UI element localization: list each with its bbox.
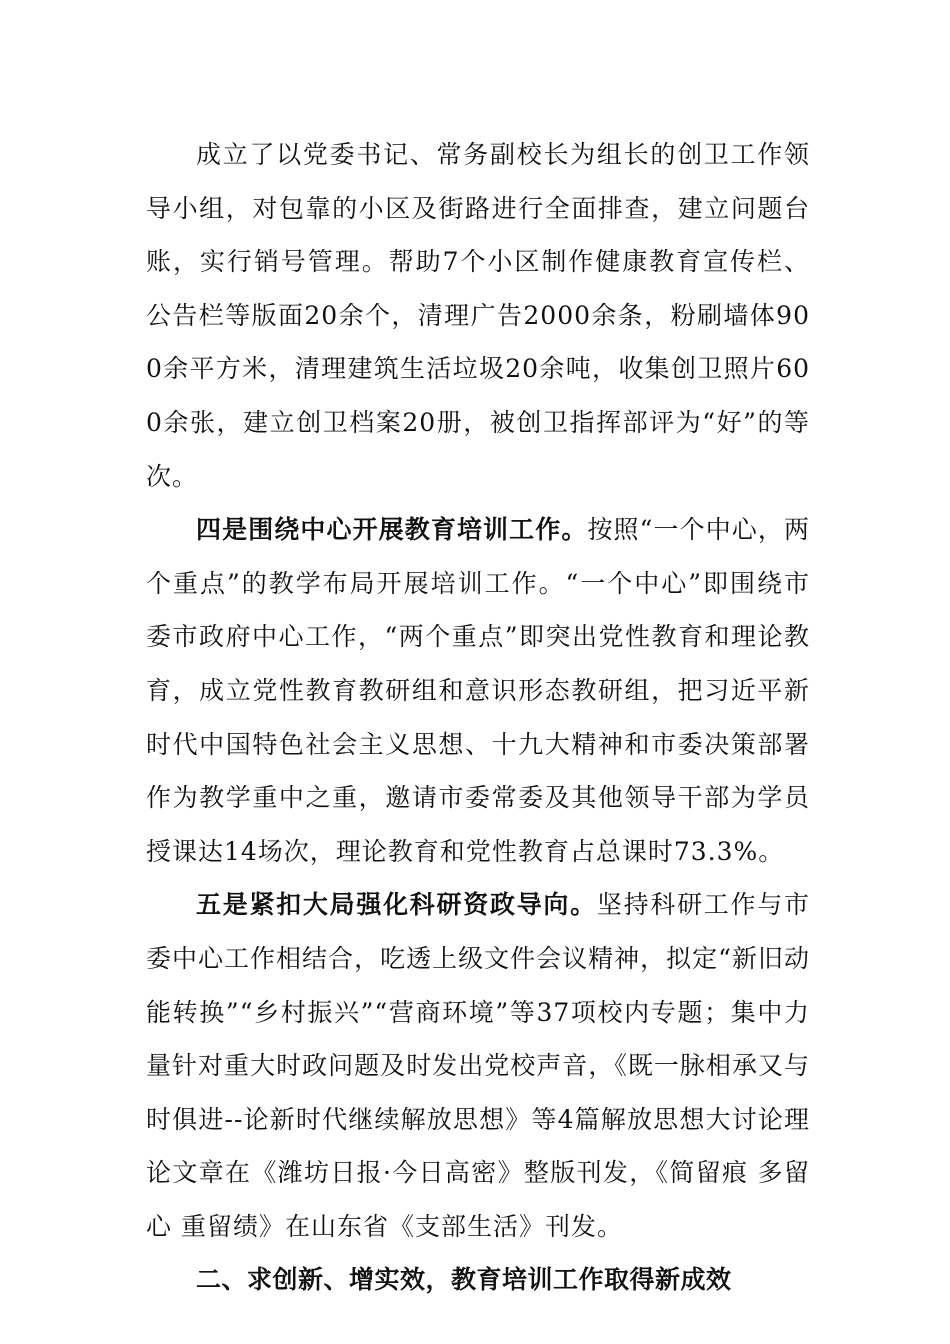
paragraph-training bbox=[146, 503, 810, 878]
section-heading: 二、求创新、增实效，教育培训工作取得新成效 bbox=[196, 1265, 732, 1295]
paragraph-body: 成立了以党委书记、常务副校长为组长的创卫工作领导小组，对包靠的小区及街路进行全面排查，建立问题台账，实行销号管理。帮助7个小区制作健康教育宣传栏、公告栏等版面20余个，清理广告2000余条，粉刷墙体900余平方米，清理建筑生活垃圾20余吨，收集创卫照片600余张，建立创卫档案20册，被创卫指挥部评为“好”的等次。 bbox=[146, 140, 810, 491]
paragraph-lead: 四是围绕中心开展教育培训工作。 bbox=[196, 515, 588, 545]
paragraph-body: 按照“一个中心，两个重点”的教学布局开展培训工作。“一个中心”即围绕市委市政府中心工作，“两个重点”即突出党性教育和理论教育，成立党性教育教研组和意识形态教研组，把习近平新时代中国特色社会主义思想、十九大精神和市委决策部署作为教学重中之重，邀请市委常委及其他领导干部为学员授课达14场次，理论教育和党性教育占总课时73.3%。 bbox=[146, 515, 810, 866]
document-page bbox=[146, 128, 810, 1307]
paragraph-sanitation bbox=[146, 128, 810, 503]
paragraph-research bbox=[146, 878, 810, 1253]
paragraph-lead: 五是紧扣大局强化科研资政导向。 bbox=[196, 890, 597, 920]
paragraph-body: 坚持科研工作与市委中心工作相结合，吃透上级文件会议精神，拟定“新旧动能转换”“乡村振兴”“营商环境”等37项校内专题；集中力量针对重大时政问题及时发出党校声音，《既一脉相承又与时俱进--论新时代继续解放思想》等4篇解放思想大讨论理论文章在《潍坊日报·今日高密》整版刊发，《简留痕 多留心 重留绩》在山东省《支部生活》刊发。 bbox=[146, 890, 810, 1241]
